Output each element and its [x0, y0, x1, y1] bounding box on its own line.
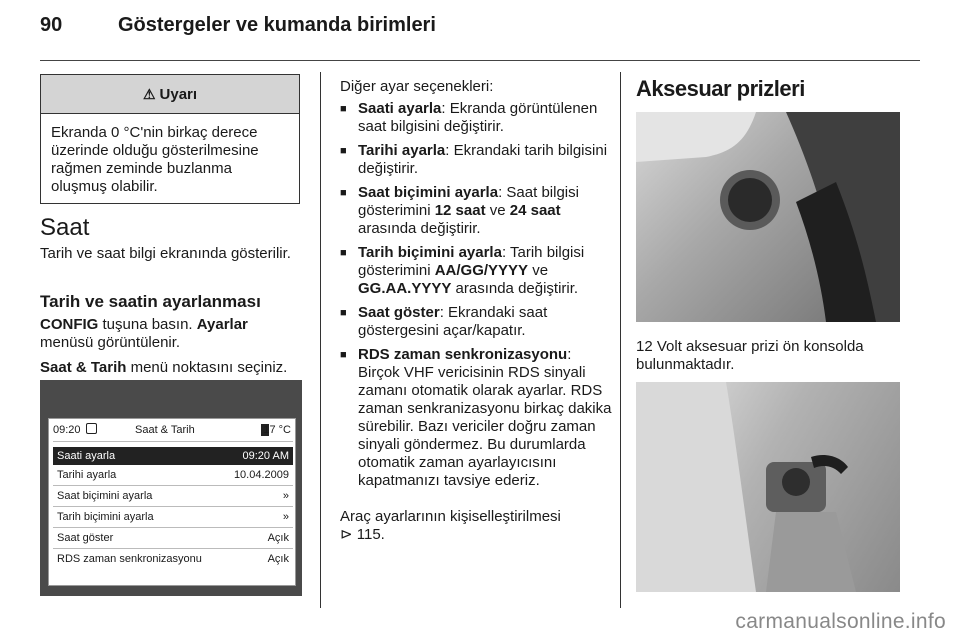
menu-row[interactable]: RDS zaman senkronizasyonu Açık	[57, 553, 289, 565]
accessory-caption: 12 Volt aksesuar prizi ön konsolda bulunmaktadır.	[636, 338, 864, 373]
warning-header	[41, 75, 299, 114]
warning-text: Ekranda 0 °C'nin birkaç derece üzerinde olduğu gösterilmesine rağmen zeminde buzlanma oluşmuş olabilir.	[51, 124, 259, 195]
display-screen-illustration	[40, 380, 302, 596]
menu-row[interactable]: Tarih biçimini ayarla »	[53, 508, 293, 526]
cross-reference-page[interactable]: 115.	[356, 526, 385, 543]
list-item: ■ Saat biçimini ayarla: Saat bilgisi gösterimini 12 saat ve 24 saat arasında değiştirir.	[340, 184, 612, 238]
page-number: 90	[40, 14, 63, 36]
clock-sync-icon	[86, 423, 97, 434]
divider	[53, 506, 293, 507]
display-title: Saat & Tarih	[135, 424, 195, 436]
divider	[53, 441, 293, 442]
socket-illustration	[636, 112, 900, 322]
chevron-right-icon: »	[282, 490, 289, 502]
section-heading: Saat	[40, 214, 90, 241]
list-item: ■ Tarih biçimini ayarla: Tarih bilgisi gösterimini AA/GG/YYYY ve GG.AA.YYYY arasında değiştirir.	[340, 244, 612, 298]
column-divider	[620, 72, 621, 608]
display-temperature: 17 °C	[263, 424, 291, 436]
options-list	[340, 100, 612, 490]
instruction-step: CONFIG tuşuna basın. Ayarlar menüsü görüntülenir.	[40, 316, 248, 351]
accessory-heading: Aksesuar prizleri	[636, 76, 805, 101]
display-topbar	[53, 421, 291, 439]
socket-closeup-photo	[636, 382, 900, 592]
list-item: ■ RDS zaman senkronizasyonu: Birçok VHF vericisinin RDS sinyali zamanı otomatik olarak ayarlar. RDS zaman senkranizasyonu birkaç dakika sürebilir. Bazı vericiler doğru zaman sinyali göndermez. Bu durumlarda otomatik zaman ayarlayıcısını kapatmanızı tavsiye ederiz.	[340, 346, 612, 490]
subsection-heading: Tarih ve saatin ayarlanması	[40, 292, 261, 311]
warning-title: Uyarı	[159, 85, 198, 103]
menu-row[interactable]: Tarihi ayarla 10.04.2009	[57, 469, 289, 481]
warning-icon: ⚠	[142, 85, 156, 102]
menu-row[interactable]: Saat göster Açık	[57, 532, 289, 544]
cross-reference: Araç ayarlarının kişiselleştirilmesi ⊳ 115.	[340, 508, 561, 543]
page-title: Göstergeler ve kumanda birimleri	[118, 14, 436, 36]
config-key: CONFIG	[40, 316, 99, 333]
display-panel	[48, 418, 296, 586]
header-divider	[40, 60, 920, 61]
section-intro: Tarih ve saat bilgi ekranında gösterilir.	[40, 245, 291, 262]
instruction-step: Saat & Tarih menü noktasını seçiniz.	[40, 359, 288, 376]
chevron-right-icon: »	[282, 511, 289, 523]
socket-closeup-illustration	[636, 382, 900, 592]
divider	[53, 527, 293, 528]
list-item: ■ Saati ayarla: Ekranda görüntülenen saat bilgisini değiştirir.	[340, 100, 612, 136]
warning-box	[40, 74, 300, 204]
page-ref-icon: ⊳	[340, 526, 353, 543]
watermark: carmanualsonline.info	[735, 610, 946, 633]
options-list-container	[340, 100, 612, 496]
options-intro: Diğer ayar seçenekleri:	[340, 78, 494, 95]
divider	[53, 548, 293, 549]
menu-row[interactable]: Saati ayarla 09:20 AM	[53, 447, 293, 465]
list-item: ■ Saat göster: Ekrandaki saat göstergesini açar/kapatır.	[340, 304, 612, 340]
list-item: ■ Tarihi ayarla: Ekrandaki tarih bilgisini değiştirir.	[340, 142, 612, 178]
socket-photo	[636, 112, 900, 322]
menu-row[interactable]: Saat biçimini ayarla »	[53, 487, 293, 505]
column-divider	[320, 72, 321, 608]
divider	[53, 485, 293, 486]
display-time: 09:20	[53, 424, 81, 436]
